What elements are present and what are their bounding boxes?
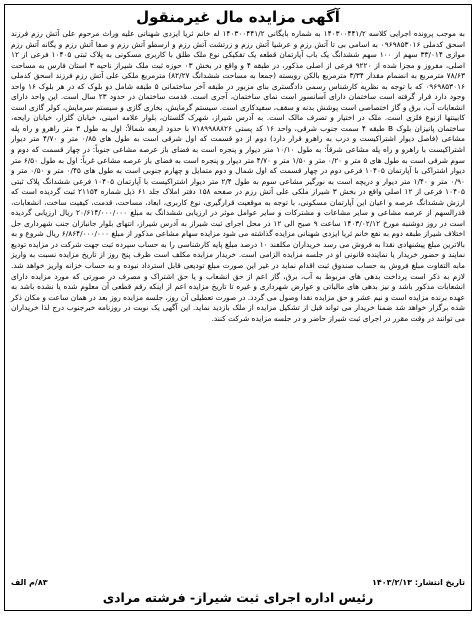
notice-footer: [11, 577, 465, 607]
notice-body: به موجب پرونده اجرایی کلاسه ۱۴۰۳۰۰۴۴۱/۲ به شماره بایگانی ۱۴۰۳۰۰۴۴۱/۲ له خانم ثریا ایزدی شهنانی علیه وراث مرحوم علی آتش رزم فرزند اسحق کدملی ۰۹۶۹۸۵۳۰۱۶ به اسامی بی تا آتش رزم و عرشیا آتش رزم و زرتشت آتش رزم و ارسطو آتش رزم و صفا آتش رزم و یگانه آتش رزم موازی ۳۳/۰۱۴ سهم از ۱۰۰ سهم ششدانگ یک باب آپارتمان قطعه یک تفکیکی نوع ملک طلق با کاربری مسکونی به پلاک ثبتی ۱۰۴۰۵ فرعی از ۱۲ اصلی، مفروز و مجزا شده از ۹۲۲۰ فرعی از اصلی مذکور، در طبقه ۴ و واقع در بخش ۰۳ حوزه ثبت ملک شیراز ناحیه ۳ استان فارس به مساحت ۷۸/۶۳ مترمربع به انضمام مقدار ۳/۳۴ مترمربع بالکن روبسته (جمعا به مساحت ششدانگ ۸۲/۲۷) مترمربع ملکی علی آتش رزم فرزند اسحق کدملی ۰۹۶۹۸۵۳۰۱۶ که با توجه به نظریه کارشناس رسمی دادگستری بنای مزبور در طبقه آخر ساختمانی ۵ طبقه شامل دو بلوک که در هر بلوک ۱۶ واحد وجود دارد قرار گرفته است ساختمان دارای آسانسور است نمای ساختمان، آجری است. قدمت ساختمان در حدود ۲۳ سال است. این واحد دارای انشعابات آب، برق و گاز اختصاصی است پوشش بدنه و سقف، سفیدکاری است. سیستم گرمایش، بخاری گازی و سیستم سرمایش، کولر گازی است کابینتها ازنوع فلزی است. ملک در اختیار و تصرف مالک است. به آدرس شیراز، شهرک گلستان، بلوار علامه امینی، خیابان گلزار، خیابان رایحه، ساختمان پانیزان بلوک B طبقه ۴ سمت جنوب شرقی، واحد ۱۶ کد پستی ۷۱۸۹۹۸۸۸۲۶ با حدود اربعه شمالاً: اول به طول ۳ متر راهرو و راه پله مشاعی (فاصل دیوار اشتراکیست و درب به راهرو قرار دارد) دوم از دو قسمت که اول شرقی است به طول های ۰/۸۵ متر و ۴/۷۰ متر دیوار اشتراکیست با راهرو و راه پله مشاعی شرقاً: به طول ۱۰/۱۰ متر دیوار و پنجره است به فضای باز عرصه مشاعی جنوباً: در چهار قسمت که دوم و سوم شرقی است به طول های ۵ متر و ۰/۲۰ متر و ۱/۵۰ متر و ۴/۷۰ متر دیوار و پنجره است به فضای باز عرصه مشاعی غرباً: اول به طول ۶/۵۰ متر دیوار اشتراکی با آپارتمان ۱۰۴۰۵ فرعی دوم در چهار قسمت که اول شمال و دوم متمایل و چهارم جنوبی است به طول های ۰/۴۵ متر و ۰/۵۰ متر و ۰/۹۰ متر و ۱/۴۰ متر دیوار و دریچه است به نورگیر مشاعی سوم به طول ۲/۴ متر دیوار اشتراکیست با آپارتمان ۱۰۴۰۵ فرعی ششدانگ پلاک ثبتی ۱۰۴۰۵ فرعی از ۱۲ اصلی واقع در بخش ۳ شیراز ملکی علی آتش رزم در صفحه ۱۵۸ دفتر املاک جلد ۶۱ ذیل شماره ۲۱۱۵۴ ثبت گردیده است که ارزش ششدانگ عرصه و اعیان این آپارتمان مسکونی، با توجه به موقعیت قرارگیری، نوع کاربری، ابعاد، مساحت، قدمت، کیفیت ساخت، انشعابات، قدرالسهم از عرصه مشاعی و سایر مشاعات و مشترکات و سایر عوامل موثر در ارزیابی ششدانگ به مبلغ ۲۰/۶۱۴/۰۰۰/۰۰۰ ریال ارزیابی گردیده است در روز دوشنبه مورخ ۱۴۰۳/۰۲/۱۲ ساعت ۹ صبح الی ۱۲ در محل اجرای ثبت شیراز به آدرس شیراز، انتهای بلوار جانبازان جنب شهرداری حل اختلاف شیراز طبقه دوم به نفع خانم ثریا ایزدی شهنانی مزایده گذاشته می شود مزایده سهام مشاعی مذکور از مبلغ ۶/۸۶۴/۰۰۰/۰۰۰ ریال شروع و به بالاترین مبلغ پیشنهادی نقدا به فروش می رسد خریداران مکلفند ۱۰ درصد مبلغ پایه کارشناسی را به حساب سپرده ثبت جهت شرکت در مزایده تودیع نمایند و حضور خریدار یا نماینده قانونی او در جلسه مزایده الزامی است. خریدار مزایده مکلف است ظرف پنج روز از تاریخ مزایده نسبت به واریز مابه التفاوت مبلغ فروش به حساب صندوق ثبت اقدام نماید در غیر این صورت مبلغ تودیعی قابل استرداد نبوده و به حساب خزانه واریز خواهد شد. لازم به ذکر است پرداخت بدهی های مربوط به آب، برق، گاز اعم از حق انشعاب و یا حق اشتراک و مصرف در صورتی که مورد مزایده دارای انشعابات مذکور باشد و نیز بدهی های مالیاتی و عوارض شهرداری و غیره تا تاریخ مزایده اعم از اینکه رقم قطعی آن معلوم شده یا نشده باشد به عهده برنده مزایده است و نیم عشر و حق مزایده نقدا وصول می گردد. در صورت تعطیلی آن روز، جلسه مزایده روز بعد در همان ساعت و مکان ذکر شده برگزار خواهد شد ضمنا خریدار می تواند قبل از تشکیل مزایده از ملک بازدید نماید. این آگهی یک نوبت در روزنامه خبرجنوب درج لذا خریداران می توانند در وقت مقرر در اجرای ثبت شیراز حاضر و در جلسه مزایده شرکت کنند.: [11, 29, 466, 323]
publish-date-label: تاریخ انتشار:: [414, 578, 465, 587]
auction-notice: [4, 4, 472, 611]
notice-title: آگهی مزایده مال غیرمنقول: [136, 8, 340, 26]
notice-code: ۸۳/م الف: [11, 578, 48, 587]
footer-meta-row: [11, 577, 465, 589]
notice-signature: رئیس اداره اجرای ثبت شیراز- فرشته مرادی: [102, 590, 374, 605]
publish-date-block: [372, 577, 465, 589]
publish-date-value: ۱۴۰۳/۲/۱۳: [372, 578, 413, 587]
